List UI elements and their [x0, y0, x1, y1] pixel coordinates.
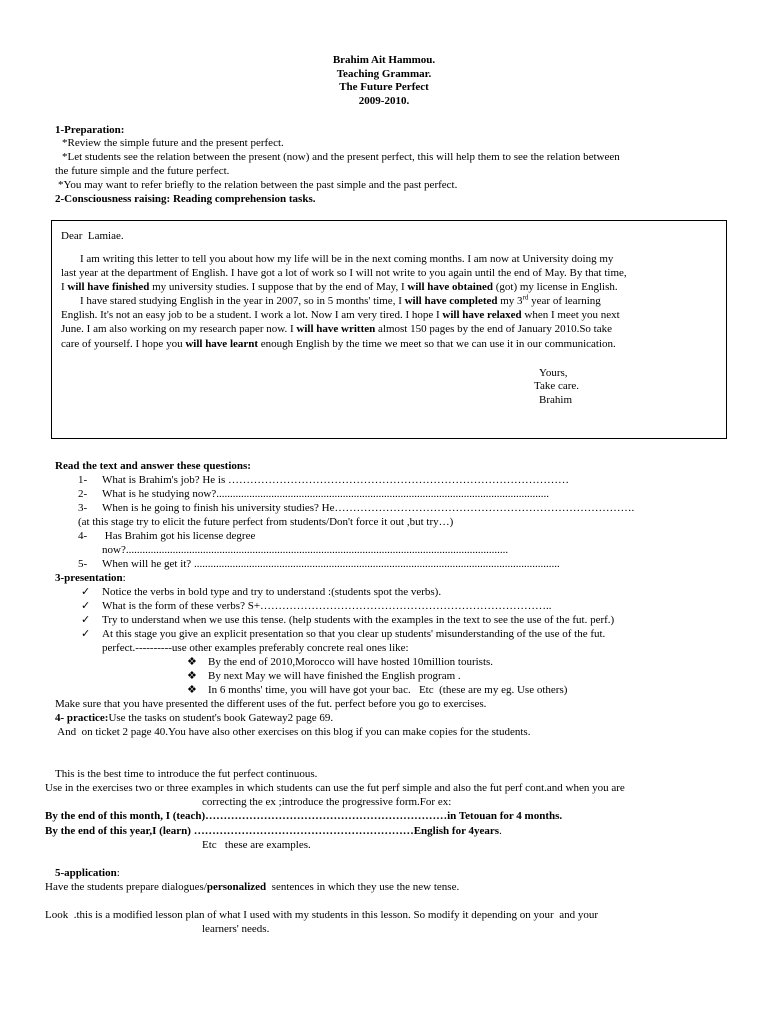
letter-line: I have stared studying English in the year in 2007, so in 5 months' time, I will have completed my 3rd year of learning	[80, 293, 601, 307]
preparation-line-2: *Let students see the relation between the present (now) and the present perfect, this will help them to see the relation between	[62, 151, 620, 163]
continuous-line-1: This is the best time to introduce the fut perfect continuous.	[55, 768, 318, 780]
preparation-line-1: *Review the simple future and the present perfect.	[62, 137, 284, 149]
continuous-line-2: Use in the exercises two or three examples in which students can use the fut perf simple and also the fut perf cont.and when you are	[45, 782, 625, 794]
preparation-line-3: the future simple and the future perfect.	[55, 165, 230, 177]
checkmark-icon: ✓	[81, 614, 91, 626]
presentation-item: Notice the verbs in bold type and try to understand :(students spot the verbs).	[102, 586, 442, 598]
question-number: 5-	[78, 558, 88, 570]
checkmark-icon: ✓	[81, 628, 91, 640]
continuous-line-3: correcting the ex ;introduce the progressive form.For ex:	[202, 796, 452, 808]
question-number: 2-	[78, 488, 88, 500]
example-sentence-1: By the end of this month, I (teach)…………………………………………………………in Tetouan for 4 months.	[45, 810, 563, 822]
checkmark-icon: ✓	[81, 600, 91, 612]
question-1: What is Brahim's job? He is …………………………………………………………………………………	[102, 474, 570, 486]
preparation-heading: 1-Preparation:	[55, 124, 125, 136]
questions-heading: Read the text and answer these questions:	[55, 460, 251, 472]
application-heading: 5-application:	[55, 867, 120, 879]
example-item: By next May we will have finished the English program .	[208, 670, 461, 682]
checkmark-icon: ✓	[81, 586, 91, 598]
letter-closing: Yours,	[539, 367, 568, 379]
subject-line: Teaching Grammar.	[336, 68, 432, 80]
diamond-bullet-icon: ❖	[187, 656, 197, 668]
question-4-answer: now?...........................................................................................................................................	[102, 544, 509, 556]
letter-line: care of yourself. I hope you will have learnt enough English by the time we meet so that we can use it in our communication.	[61, 338, 616, 350]
letter-signature: Brahim	[539, 394, 572, 406]
question-2: What is he studying now?.........................................................................................................................	[102, 488, 550, 500]
example-sentence-2: By the end of this year,I (learn) ……………………………………………………English for 4years.	[45, 825, 502, 837]
presentation-heading: 3-presentation:	[55, 572, 126, 584]
letter-greeting: Dear Lamiae.	[61, 230, 124, 242]
presentation-item: At this stage you give an explicit presentation so that you clear up students' misunderstanding of the use of the fut.	[102, 628, 606, 640]
practice-line-2: And on ticket 2 page 40.You have also other exercises on this blog if you can make copies for the students.	[55, 726, 531, 738]
closing-note-2: learners' needs.	[202, 923, 270, 935]
letter-line: I will have finished my university studies. I suppose that by the end of May, I will have obtained (got) my license in English.	[61, 281, 618, 293]
topic-line: The Future Perfect	[339, 81, 429, 93]
diamond-bullet-icon: ❖	[187, 684, 197, 696]
letter-line: last year at the department of English. I have got a lot of work so I will not write to you again until the end of May. By that time,	[61, 267, 627, 279]
example-item: By the end of 2010,Morocco will have hosted 10million tourists.	[208, 656, 494, 668]
presentation-note: Make sure that you have presented the different uses of the fut. perfect before you go to exercises.	[55, 698, 487, 710]
question-5: When will he get it? .....................................................................................................................................	[102, 558, 560, 570]
diamond-bullet-icon: ❖	[187, 670, 197, 682]
question-number: 3-	[78, 502, 88, 514]
letter-line: June. I am also working on my research paper now. I will have written almost 150 pages by the end of January 2010.So take	[61, 323, 613, 335]
question-3: When is he going to finish his university studies? He……………………………………………………………………….	[102, 502, 635, 514]
question-3-note: (at this stage try to elicit the future perfect from students/Don't force it out ,but try…)	[78, 516, 454, 528]
year-line: 2009-2010.	[358, 95, 410, 107]
examples-etc: Etc these are examples.	[202, 839, 311, 851]
example-item: In 6 months' time, you will have got your bac. Etc (these are my eg. Use others)	[208, 684, 568, 696]
presentation-item: Try to understand when we use this tense. (help students with the examples in the text to see the use of the fut. perf.)	[102, 614, 615, 626]
letter-closing: Take care.	[534, 380, 580, 392]
preparation-line-4: *You may want to refer briefly to the relation between the past simple and the past perfect.	[58, 179, 458, 191]
application-line: Have the students prepare dialogues/personalized sentences in which they use the new tense.	[45, 881, 460, 893]
question-4: Has Brahim got his license degree	[102, 530, 256, 542]
closing-note-1: Look .this is a modified lesson plan of what I used with my students in this lesson. So modify it depending on your and your	[45, 909, 599, 921]
letter-line: I am writing this letter to tell you about how my life will be in the next coming months. I am now at University doing my	[80, 253, 614, 265]
letter-line: English. It's not an easy job to be a student. I work a lot. Now I am very tired. I hope I will have relaxed when I meet you next	[61, 309, 620, 321]
presentation-item-cont: perfect.----------use other examples preferably concrete real ones like:	[102, 642, 409, 654]
author-line: Brahim Ait Hammou.	[332, 54, 436, 66]
question-number: 1-	[78, 474, 88, 486]
practice-line: 4- practice:Use the tasks on student's book Gateway2 page 69.	[55, 712, 334, 724]
question-number: 4-	[78, 530, 88, 542]
presentation-item: What is the form of these verbs? S+……………………………………………………………………..	[102, 600, 552, 612]
consciousness-heading: 2-Consciousness raising: Reading comprehension tasks.	[55, 193, 316, 205]
